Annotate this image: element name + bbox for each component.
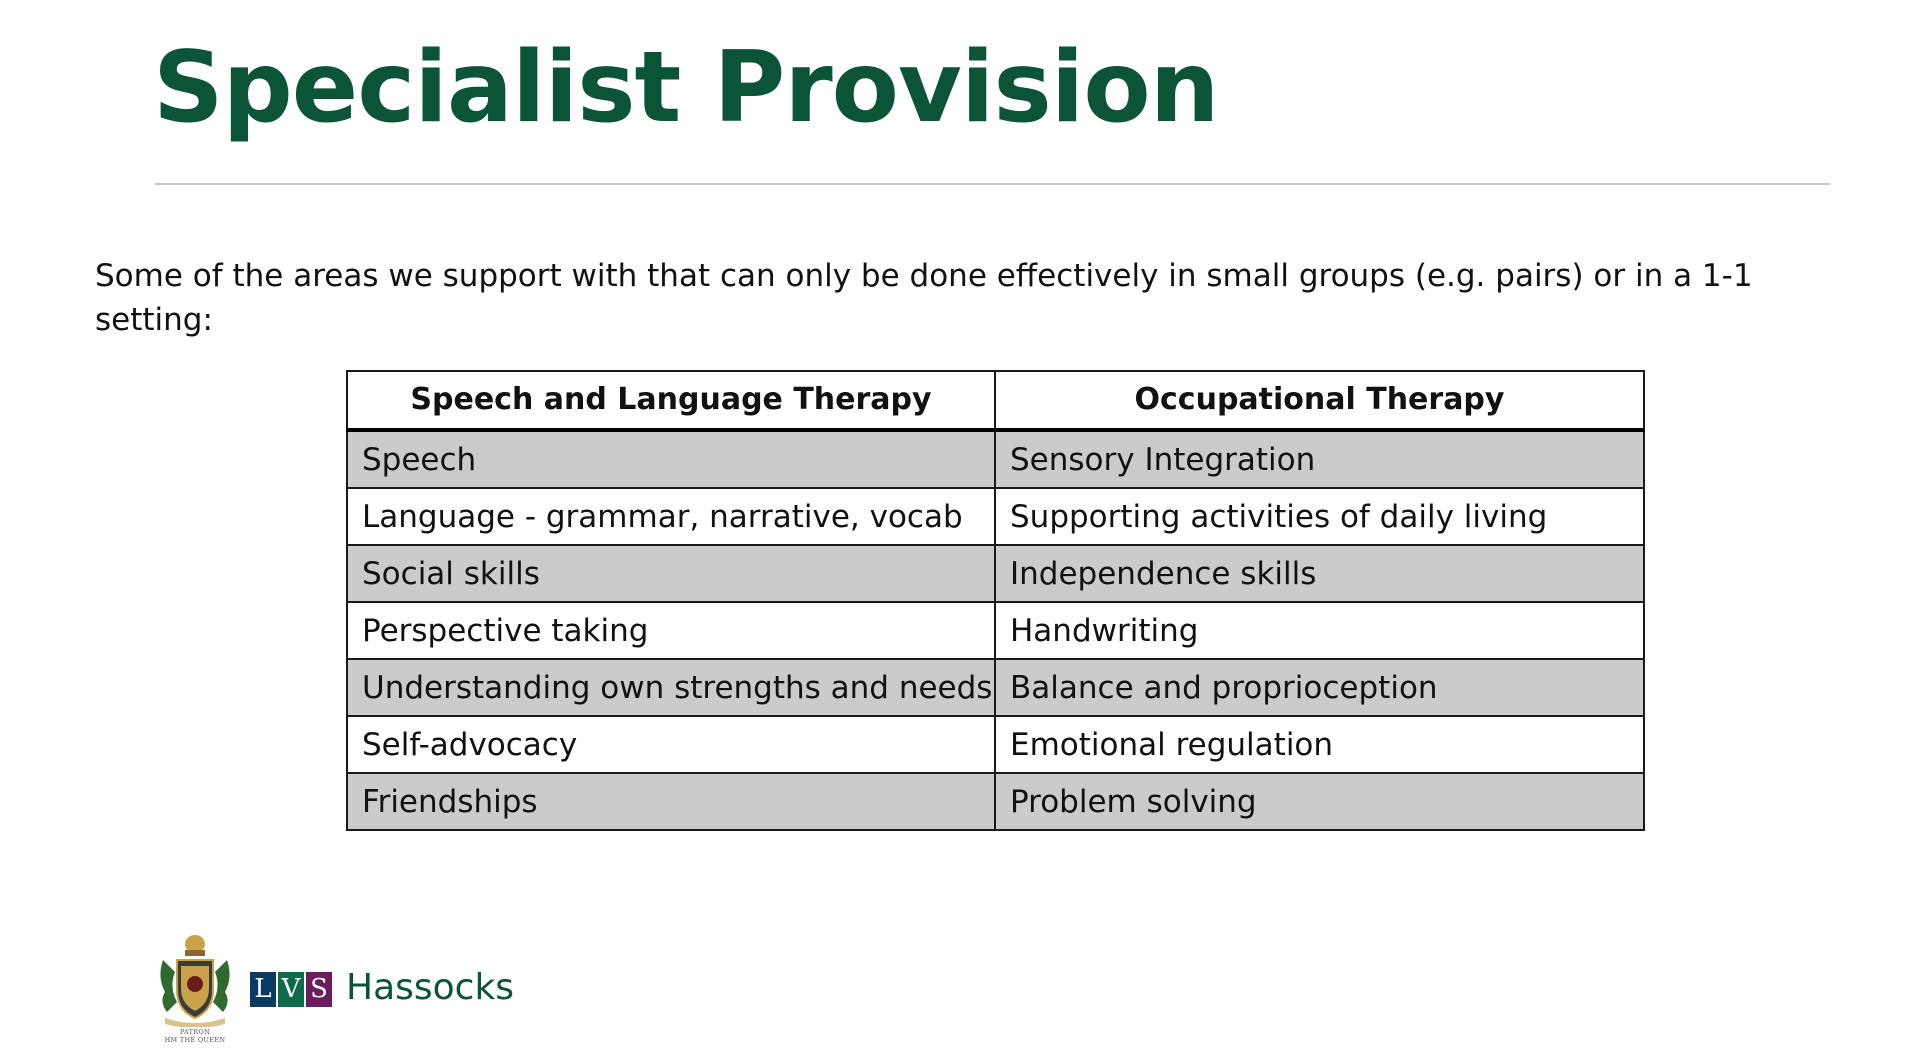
- table-row: [347, 430, 1644, 488]
- table-cell: Self-advocacy: [347, 716, 995, 773]
- table-header-row: [347, 371, 1644, 430]
- table-cell: Balance and proprioception: [995, 659, 1644, 716]
- brand-name: Hassocks: [346, 967, 515, 1008]
- lvs-letter-s: S: [306, 972, 332, 1007]
- lvs-letter-v: V: [278, 972, 304, 1007]
- table-cell: Language - grammar, narrative, vocab: [347, 488, 995, 545]
- table-cell: Friendships: [347, 773, 995, 830]
- table-row: [347, 773, 1644, 830]
- table-cell: Independence skills: [995, 545, 1644, 602]
- lvs-letter-l: L: [250, 972, 276, 1007]
- page-title: Specialist Provision: [153, 31, 1219, 145]
- table-cell: Speech: [347, 430, 995, 488]
- table-row: [347, 602, 1644, 659]
- table-row: [347, 488, 1644, 545]
- table-cell: Handwriting: [995, 602, 1644, 659]
- title-divider: [155, 183, 1830, 185]
- table-cell: Emotional regulation: [995, 716, 1644, 773]
- lvs-logo: [250, 972, 332, 1007]
- table-row: [347, 716, 1644, 773]
- table-cell: Understanding own strengths and needs: [347, 659, 995, 716]
- therapy-areas-table: [346, 370, 1645, 831]
- table-cell: Problem solving: [995, 773, 1644, 830]
- table-row: [347, 659, 1644, 716]
- table-cell: Sensory Integration: [995, 430, 1644, 488]
- intro-text: Some of the areas we support with that can only be done effectively in small groups (e.g. pairs) or in a 1-1 setting:: [95, 258, 1753, 338]
- table-row: [347, 545, 1644, 602]
- column-header-speech-language: Speech and Language Therapy: [347, 371, 995, 430]
- table-cell: Perspective taking: [347, 602, 995, 659]
- column-header-occupational: Occupational Therapy: [995, 371, 1644, 430]
- patron-caption: PATRON HM THE QUEEN: [164, 1028, 226, 1044]
- table-cell: Social skills: [347, 545, 995, 602]
- table-cell: Supporting activities of daily living: [995, 488, 1644, 545]
